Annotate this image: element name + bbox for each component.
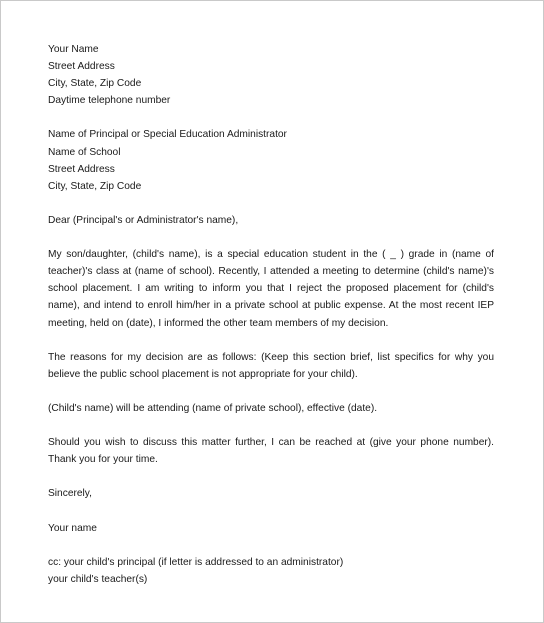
cc-list bbox=[48, 554, 494, 588]
spacer bbox=[48, 332, 494, 349]
spacer bbox=[48, 537, 494, 554]
recipient-street: Street Address bbox=[48, 163, 115, 175]
sender-name: Your Name bbox=[48, 44, 99, 55]
closing: Sincerely, bbox=[48, 488, 92, 500]
sender-address bbox=[48, 41, 494, 109]
recipient-title: Name of Principal or Special Education Administrator bbox=[48, 129, 287, 141]
spacer bbox=[48, 383, 494, 400]
sender-street: Street Address bbox=[48, 61, 115, 73]
spacer bbox=[48, 417, 494, 434]
sender-city: City, State, Zip Code bbox=[48, 78, 142, 90]
paragraph-contact: Should you wish to discuss this matter further, I can be reached at (give your phone number). Thank you for your time. bbox=[48, 437, 494, 466]
spacer bbox=[48, 109, 494, 126]
paragraph-reasons: The reasons for my decision are as follows: (Keep this section brief, list specifics for why you believe the public school placement is not appropriate for your child). bbox=[48, 351, 494, 380]
spacer bbox=[48, 229, 494, 246]
paragraph-attendance: (Child's name) will be attending (name of private school), effective (date). bbox=[48, 402, 378, 414]
spacer bbox=[48, 195, 494, 212]
cc-line-teacher: your child's teacher(s) bbox=[48, 573, 148, 585]
cc-line-principal: cc: your child's principal (if letter is addressed to an administrator) bbox=[48, 556, 344, 568]
sender-phone: Daytime telephone number bbox=[48, 95, 171, 107]
paragraph-intro: My son/daughter, (child's name), is a special education student in the ( _ ) grade in (name of teacher)'s class at (name of school). Recently, I attended a meeting to determine (child's name)'s school placement. I am writing to inform you that I reject the proposed placement for (child's name), and intend to enroll him/her in a private school at public expense. At the most recent IEP meeting, held on (date), I informed the other team members of my decision. bbox=[48, 249, 494, 329]
recipient-school: Name of School bbox=[48, 146, 121, 158]
recipient-address bbox=[48, 126, 494, 194]
letter-body bbox=[48, 41, 494, 588]
signature: Your name bbox=[48, 522, 97, 534]
salutation: Dear (Principal's or Administrator's name), bbox=[48, 214, 239, 226]
spacer bbox=[48, 468, 494, 485]
spacer bbox=[48, 503, 494, 520]
recipient-city: City, State, Zip Code bbox=[48, 180, 142, 192]
